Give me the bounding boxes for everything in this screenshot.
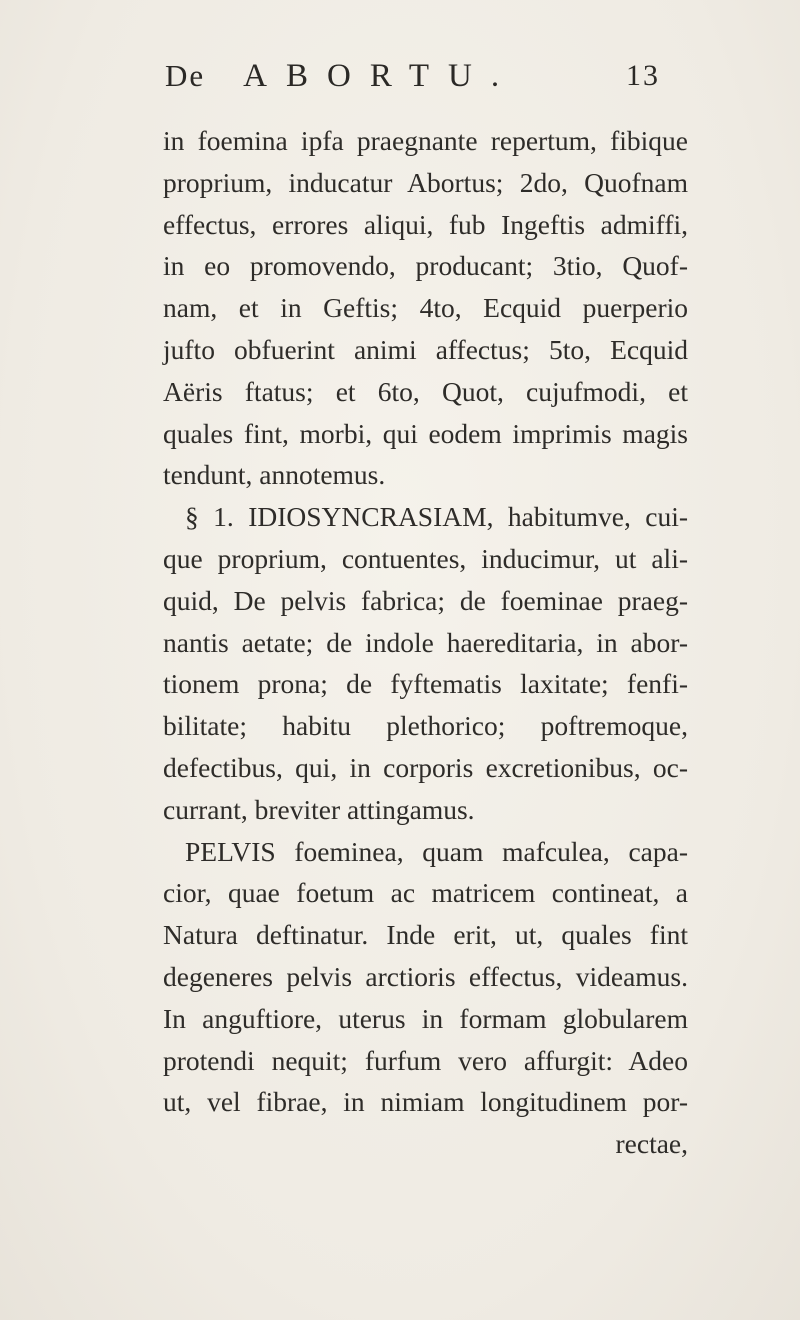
running-head-title: ABORTU. bbox=[243, 57, 519, 94]
text-line: defectibus, qui, in corporis excretionibus, oc- bbox=[163, 751, 688, 783]
text-line: que proprium, contuentes, inducimur, ut ali- bbox=[163, 542, 688, 574]
text-line: Natura deftinatur. Inde erit, ut, quales fint bbox=[163, 919, 688, 951]
text-line: jufto obfuerint animi affectus; 5to, Ecquid bbox=[163, 333, 688, 365]
paragraph-start-line: PELVIS foeminea, quam mafculea, capa- bbox=[185, 835, 688, 867]
text-line: in foemina ipfa praegnante repertum, fibique bbox=[163, 125, 688, 156]
text-line: effectus, errores aliqui, fub Ingeftis admiffi, bbox=[163, 208, 688, 240]
text-line: tendunt, annotemus. bbox=[163, 459, 386, 491]
text-line: nam, et in Geftis; 4to, Ecquid puerperio bbox=[163, 292, 688, 324]
text-line: degeneres pelvis arctioris effectus, videamus. bbox=[163, 960, 688, 992]
text-line: proprium, inducatur Abortus; 2do, Quofnam bbox=[163, 166, 688, 198]
catchword-line: rectae, bbox=[615, 1128, 688, 1160]
text-line: nantis aetate; de indole haereditaria, in abor- bbox=[163, 626, 688, 658]
running-head bbox=[165, 52, 660, 100]
text-line: Aëris ftatus; et 6to, Quot, cujufmodi, et bbox=[163, 375, 688, 407]
text-line: quid, De pelvis fabrica; de foeminae praeg- bbox=[163, 584, 688, 616]
page-number: 13 bbox=[626, 59, 660, 92]
running-head-prefix: De bbox=[165, 58, 206, 93]
text-line: tionem prona; de fyftematis laxitate; fenfi- bbox=[163, 668, 688, 700]
text-line: cior, quae foetum ac matricem contineat, a bbox=[163, 877, 688, 909]
section-heading-line: § 1. IDIOSYNCRASIAM, habitumve, cui- bbox=[185, 501, 688, 533]
text-line: In anguftiore, uterus in formam globularem bbox=[163, 1002, 688, 1034]
body-text bbox=[163, 120, 688, 1165]
text-line: currant, breviter attingamus. bbox=[163, 793, 475, 825]
text-line: in eo promovendo, producant; 3tio, Quof- bbox=[163, 250, 688, 282]
text-line: quales fint, morbi, qui eodem imprimis magis bbox=[163, 417, 688, 449]
text-line: ut, vel fibrae, in nimiam longitudinem por- bbox=[163, 1086, 688, 1118]
text-line: protendi nequit; furfum vero affurgit: Adeo bbox=[163, 1044, 688, 1076]
text-line: bilitate; habitu plethorico; poftremoque, bbox=[163, 710, 688, 742]
